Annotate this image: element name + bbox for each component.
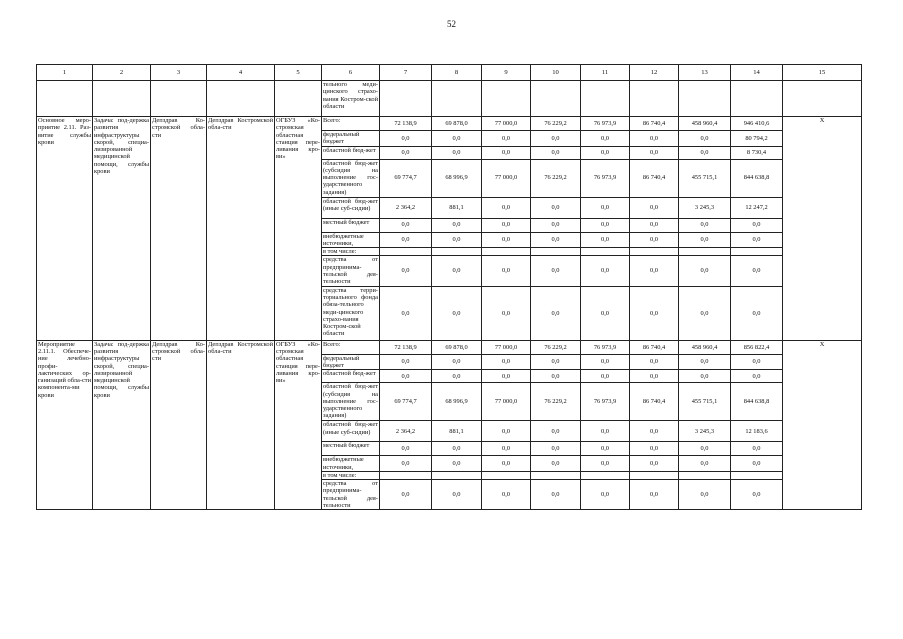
row-label: Всего: bbox=[322, 340, 380, 354]
empty-cell bbox=[679, 471, 731, 479]
value-cell: 881,1 bbox=[432, 421, 482, 442]
value-cell: 0,0 bbox=[531, 370, 581, 383]
column-header: 13 bbox=[679, 65, 731, 81]
empty-cell bbox=[93, 81, 151, 117]
value-cell: 0,0 bbox=[630, 146, 679, 159]
empty-cell bbox=[630, 81, 679, 117]
empty-cell bbox=[432, 248, 482, 256]
value-cell: 76 973,9 bbox=[581, 159, 630, 197]
value-cell: 0,0 bbox=[531, 286, 581, 340]
empty-cell bbox=[731, 81, 783, 117]
column-header: 5 bbox=[275, 65, 322, 81]
value-cell: 0,0 bbox=[630, 442, 679, 456]
value-cell: 77 000,0 bbox=[482, 383, 531, 421]
column-header: 15 bbox=[783, 65, 862, 81]
value-cell: 0,0 bbox=[630, 131, 679, 147]
block-c2-cell: Задача: под-держка развития инфраструктуры скорой, специа-лизированной медицинской помощи, службы крови bbox=[93, 117, 151, 341]
value-cell: 0,0 bbox=[731, 370, 783, 383]
value-cell: 0,0 bbox=[380, 354, 432, 370]
value-cell: 0,0 bbox=[432, 370, 482, 383]
empty-cell bbox=[432, 81, 482, 117]
value-cell: 946 410,6 bbox=[731, 117, 783, 131]
empty-cell bbox=[380, 81, 432, 117]
value-cell: 0,0 bbox=[531, 456, 581, 472]
value-cell: 69 878,0 bbox=[432, 117, 482, 131]
x-mark-cell: Х bbox=[783, 117, 862, 341]
empty-cell bbox=[531, 248, 581, 256]
block-c1-cell: Основное меро-приятие 2.11. Раз-витие службы крови bbox=[37, 117, 93, 341]
value-cell: 844 638,8 bbox=[731, 383, 783, 421]
value-cell: 0,0 bbox=[531, 354, 581, 370]
value-cell: 0,0 bbox=[679, 370, 731, 383]
block-c5-cell: ОГБУЗ «Ко-стромская областная станция пере-ливания кро-ви» bbox=[275, 117, 322, 341]
value-cell: 0,0 bbox=[432, 232, 482, 248]
value-cell: 0,0 bbox=[380, 286, 432, 340]
empty-cell bbox=[731, 248, 783, 256]
column-header: 9 bbox=[482, 65, 531, 81]
value-cell: 69 878,0 bbox=[432, 340, 482, 354]
value-cell: 0,0 bbox=[432, 456, 482, 472]
value-cell: 3 245,3 bbox=[679, 197, 731, 218]
column-header: 6 bbox=[322, 65, 380, 81]
value-cell: 0,0 bbox=[380, 370, 432, 383]
value-cell: 76 229,2 bbox=[531, 117, 581, 131]
value-cell: 72 138,9 bbox=[380, 340, 432, 354]
value-cell: 0,0 bbox=[581, 197, 630, 218]
value-cell: 0,0 bbox=[679, 456, 731, 472]
budget-table bbox=[36, 64, 862, 510]
value-cell: 2 364,2 bbox=[380, 421, 432, 442]
value-cell: 0,0 bbox=[581, 421, 630, 442]
row-label: внебюджетные источники, bbox=[322, 456, 380, 472]
value-cell: 77 000,0 bbox=[482, 340, 531, 354]
value-cell: 0,0 bbox=[581, 131, 630, 147]
column-header: 14 bbox=[731, 65, 783, 81]
page-number: 52 bbox=[447, 19, 456, 29]
block-c5-cell: ОГБУЗ «Ко-стромская областная станция пере-ливания кро-ви» bbox=[275, 340, 322, 510]
table-body bbox=[37, 65, 862, 510]
value-cell: 0,0 bbox=[630, 456, 679, 472]
value-cell: 0,0 bbox=[531, 197, 581, 218]
row-label: средства от предпринима-тельской дея-тельности bbox=[323, 480, 378, 510]
row-label: областной бюд-жет (иные суб-сидии) bbox=[322, 421, 380, 442]
value-cell: 0,0 bbox=[531, 480, 581, 510]
empty-cell bbox=[731, 471, 783, 479]
value-cell: 0,0 bbox=[380, 131, 432, 147]
value-cell: 455 715,1 bbox=[679, 159, 731, 197]
value-cell: 0,0 bbox=[380, 456, 432, 472]
value-cell: 0,0 bbox=[581, 286, 630, 340]
row-label: областной бюд-жет (субсидия на выполнение гос-ударственного задания) bbox=[323, 383, 378, 420]
empty-cell bbox=[679, 248, 731, 256]
value-cell: 0,0 bbox=[482, 197, 531, 218]
value-cell: 0,0 bbox=[630, 421, 679, 442]
value-cell: 0,0 bbox=[679, 480, 731, 510]
empty-cell bbox=[275, 81, 322, 117]
value-cell: 0,0 bbox=[531, 256, 581, 286]
column-header: 3 bbox=[151, 65, 207, 81]
value-cell: 0,0 bbox=[630, 354, 679, 370]
value-cell: 0,0 bbox=[482, 286, 531, 340]
value-cell: 0,0 bbox=[432, 480, 482, 510]
value-cell: 0,0 bbox=[630, 197, 679, 218]
row-label: в том числе: bbox=[322, 248, 380, 256]
value-cell: 77 000,0 bbox=[482, 117, 531, 131]
value-cell: 12 183,6 bbox=[731, 421, 783, 442]
value-cell: 0,0 bbox=[630, 232, 679, 248]
value-cell: 0,0 bbox=[679, 232, 731, 248]
value-cell: 86 740,4 bbox=[630, 117, 679, 131]
value-cell: 0,0 bbox=[679, 218, 731, 232]
column-header: 4 bbox=[207, 65, 275, 81]
row-label: тельного меди-цинского страхо-вания Костром-ской области bbox=[322, 81, 380, 117]
value-cell: 881,1 bbox=[432, 197, 482, 218]
value-cell: 3 245,3 bbox=[679, 421, 731, 442]
value-cell: 0,0 bbox=[679, 131, 731, 147]
row-label: местный бюджет bbox=[322, 442, 380, 456]
value-cell: 0,0 bbox=[482, 146, 531, 159]
value-cell: 0,0 bbox=[482, 370, 531, 383]
row-label: внебюджетные источники, bbox=[322, 232, 380, 248]
value-cell: 0,0 bbox=[731, 354, 783, 370]
value-cell: 12 247,2 bbox=[731, 197, 783, 218]
value-cell: 0,0 bbox=[432, 442, 482, 456]
row-label: областной бюд-жет (иные суб-сидии) bbox=[322, 197, 380, 218]
value-cell: 80 794,2 bbox=[731, 131, 783, 147]
value-cell: 0,0 bbox=[581, 442, 630, 456]
value-cell: 0,0 bbox=[679, 146, 731, 159]
row-label: областной бюд-жет bbox=[322, 370, 380, 383]
value-cell: 0,0 bbox=[380, 256, 432, 286]
value-cell: 0,0 bbox=[581, 232, 630, 248]
value-cell: 76 229,2 bbox=[531, 159, 581, 197]
value-cell: 0,0 bbox=[630, 370, 679, 383]
empty-cell bbox=[37, 81, 93, 117]
block-c4-cell: Депздрав Костромской обла-сти bbox=[207, 340, 275, 510]
value-cell: 69 774,7 bbox=[380, 159, 432, 197]
value-cell: 0,0 bbox=[731, 232, 783, 248]
column-header: 8 bbox=[432, 65, 482, 81]
value-cell: 0,0 bbox=[581, 370, 630, 383]
value-cell: 0,0 bbox=[531, 232, 581, 248]
empty-cell bbox=[679, 81, 731, 117]
empty-cell bbox=[432, 471, 482, 479]
empty-cell bbox=[630, 248, 679, 256]
value-cell: 0,0 bbox=[482, 218, 531, 232]
value-cell: 0,0 bbox=[380, 146, 432, 159]
value-cell: 0,0 bbox=[731, 456, 783, 472]
empty-cell bbox=[482, 248, 531, 256]
value-cell: 0,0 bbox=[531, 218, 581, 232]
header-row bbox=[37, 65, 862, 81]
value-cell: 86 740,4 bbox=[630, 383, 679, 421]
row-label: средства терри-ториального фонда обяза-тельного меди-цинского страхо-вания Костром-ской области bbox=[322, 286, 380, 340]
block-c1-cell: Мероприятие 2.11.1. Обеспече-ние лечебно-профи-лактических ор-ганизаций обла-сти компонента-ми крови bbox=[37, 340, 93, 510]
empty-cell bbox=[531, 471, 581, 479]
empty-cell bbox=[630, 471, 679, 479]
value-cell: 0,0 bbox=[679, 286, 731, 340]
value-cell: 0,0 bbox=[531, 421, 581, 442]
value-cell: 0,0 bbox=[482, 232, 531, 248]
value-cell: 0,0 bbox=[380, 480, 432, 510]
continuation-row bbox=[37, 81, 862, 117]
row-label: областной бюд-жет (субсидия на выполнение гос-ударственного задания) bbox=[323, 159, 378, 196]
empty-cell bbox=[482, 81, 531, 117]
row-label: федеральный бюджет bbox=[322, 354, 380, 370]
value-cell: 0,0 bbox=[380, 232, 432, 248]
value-cell: 76 973,9 bbox=[581, 383, 630, 421]
value-cell: 0,0 bbox=[531, 131, 581, 147]
value-cell: 0,0 bbox=[482, 442, 531, 456]
row-label: местный бюджет bbox=[322, 218, 380, 232]
value-cell: 0,0 bbox=[432, 218, 482, 232]
value-cell: 72 138,9 bbox=[380, 117, 432, 131]
column-header: 10 bbox=[531, 65, 581, 81]
value-cell: 0,0 bbox=[531, 442, 581, 456]
value-cell: 844 638,8 bbox=[731, 159, 783, 197]
row-label: в том числе: bbox=[322, 471, 380, 479]
value-cell: 0,0 bbox=[581, 256, 630, 286]
empty-cell bbox=[581, 471, 630, 479]
row-label: областной бюд-жет bbox=[322, 146, 380, 159]
value-cell: 86 740,4 bbox=[630, 340, 679, 354]
value-cell: 77 000,0 bbox=[482, 159, 531, 197]
value-cell: 0,0 bbox=[679, 442, 731, 456]
x-mark-cell: Х bbox=[783, 340, 862, 510]
value-cell: 856 822,4 bbox=[731, 340, 783, 354]
value-cell: 0,0 bbox=[581, 354, 630, 370]
empty-cell bbox=[482, 471, 531, 479]
column-header: 2 bbox=[93, 65, 151, 81]
value-cell: 68 996,9 bbox=[432, 159, 482, 197]
value-cell: 0,0 bbox=[482, 480, 531, 510]
value-cell: 86 740,4 bbox=[630, 159, 679, 197]
value-cell: 69 774,7 bbox=[380, 383, 432, 421]
value-cell: 0,0 bbox=[380, 218, 432, 232]
value-cell: 0,0 bbox=[731, 480, 783, 510]
value-cell: 0,0 bbox=[482, 421, 531, 442]
empty-cell bbox=[783, 81, 862, 117]
value-cell: 0,0 bbox=[482, 456, 531, 472]
value-cell: 0,0 bbox=[432, 256, 482, 286]
value-cell: 0,0 bbox=[432, 146, 482, 159]
value-cell: 0,0 bbox=[731, 286, 783, 340]
empty-cell bbox=[151, 81, 207, 117]
column-header: 7 bbox=[380, 65, 432, 81]
table-row bbox=[37, 340, 862, 354]
column-header: 1 bbox=[37, 65, 93, 81]
block-c3-cell: Депздрав Ко-стромской обла-сти bbox=[151, 117, 207, 341]
column-header: 11 bbox=[581, 65, 630, 81]
value-cell: 0,0 bbox=[432, 354, 482, 370]
empty-cell bbox=[581, 81, 630, 117]
value-cell: 0,0 bbox=[630, 286, 679, 340]
block-c2-cell: Задача: под-держка развития инфраструктуры скорой, специа-лизированной медицинской помощи, службы крови bbox=[93, 340, 151, 510]
empty-cell bbox=[380, 248, 432, 256]
empty-cell bbox=[531, 81, 581, 117]
value-cell: 0,0 bbox=[581, 218, 630, 232]
value-cell: 0,0 bbox=[630, 256, 679, 286]
empty-cell bbox=[581, 248, 630, 256]
value-cell: 76 229,2 bbox=[531, 340, 581, 354]
value-cell: 0,0 bbox=[482, 354, 531, 370]
value-cell: 76 973,9 bbox=[581, 117, 630, 131]
value-cell: 0,0 bbox=[731, 256, 783, 286]
value-cell: 2 364,2 bbox=[380, 197, 432, 218]
value-cell: 0,0 bbox=[731, 442, 783, 456]
value-cell: 0,0 bbox=[432, 286, 482, 340]
value-cell: 458 960,4 bbox=[679, 117, 731, 131]
value-cell: 76 229,2 bbox=[531, 383, 581, 421]
value-cell: 458 960,4 bbox=[679, 340, 731, 354]
row-label: средства от предпринима-тельской дея-тельности bbox=[323, 256, 378, 286]
block-c4-cell: Депздрав Костромской обла-сти bbox=[207, 117, 275, 341]
value-cell: 0,0 bbox=[581, 146, 630, 159]
empty-cell bbox=[207, 81, 275, 117]
value-cell: 0,0 bbox=[581, 456, 630, 472]
value-cell: 0,0 bbox=[432, 131, 482, 147]
value-cell: 455 715,1 bbox=[679, 383, 731, 421]
value-cell: 0,0 bbox=[679, 354, 731, 370]
value-cell: 0,0 bbox=[630, 218, 679, 232]
value-cell: 76 973,9 bbox=[581, 340, 630, 354]
row-label: Всего: bbox=[322, 117, 380, 131]
empty-cell bbox=[380, 471, 432, 479]
value-cell: 0,0 bbox=[731, 218, 783, 232]
block-c3-cell: Депздрав Ко-стромской обла-сти bbox=[151, 340, 207, 510]
value-cell: 8 730,4 bbox=[731, 146, 783, 159]
value-cell: 0,0 bbox=[679, 256, 731, 286]
value-cell: 0,0 bbox=[531, 146, 581, 159]
value-cell: 0,0 bbox=[482, 131, 531, 147]
column-header: 12 bbox=[630, 65, 679, 81]
table-row bbox=[37, 117, 862, 131]
value-cell: 0,0 bbox=[630, 480, 679, 510]
value-cell: 0,0 bbox=[380, 442, 432, 456]
value-cell: 0,0 bbox=[581, 480, 630, 510]
value-cell: 68 996,9 bbox=[432, 383, 482, 421]
row-label: федеральный бюджет bbox=[322, 131, 380, 147]
value-cell: 0,0 bbox=[482, 256, 531, 286]
